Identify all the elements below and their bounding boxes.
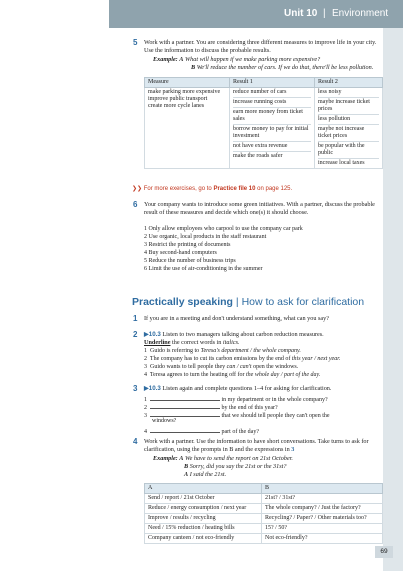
exercise-5-instructions: Work with a partner. You are considering three different measures to improve life in your city. Use the information to discuss the probable results. [144, 39, 377, 54]
exercise-3-number: 3 [133, 384, 138, 393]
page-header [109, 0, 403, 28]
measures-table [144, 77, 383, 169]
table-header: Result 2 [315, 78, 383, 88]
exercise-3-item: 1 in my department or in the whole company? [144, 394, 328, 405]
exercise-1-text: If you are in a meeting and don't understand something, what can you say? [144, 315, 329, 322]
page-number: 69 [375, 546, 393, 558]
answer-blank[interactable] [150, 402, 220, 409]
exercise-4-instructions: Work with a partner. Use the information to have short conversations. Take turns to ask for clarification, using the prompts in B and the expressions in 3 [144, 438, 369, 453]
exercise-3-item: 2 by the end of this year? [144, 402, 278, 413]
exercise-1-number: 1 [133, 314, 138, 323]
exercise-6-item: 6 Limit the use of air-conditioning in the summer [144, 266, 263, 272]
exercise-5-example-b: B We'll reduce the number of cars. If we do that, there'll be less pollution. [191, 64, 374, 71]
exercise-4-example-a2: A I said the 21st. [184, 471, 227, 478]
exercise-2-item: 1 Guido is referring to Teresa's department / the whole company. [144, 348, 301, 354]
exercise-3-continuation: windows? [152, 418, 177, 424]
exercise-3-item: 4 part of the day? [144, 426, 259, 437]
practice-file-link[interactable]: Practice file 10 [213, 186, 256, 192]
practice-file-note: ❯❯ For more exercises, go to Practice file 10 on page 125. [132, 186, 293, 192]
exercise-2-instructions: ▶10.3 Listen to two managers talking about carbon reduction measures. Underline the correct words in italics. [144, 331, 324, 346]
right-margin-band [383, 0, 403, 571]
table-header: B [262, 484, 383, 494]
exercise-3-item: 3 that we should tell people they can't open the [144, 410, 330, 421]
exercise-6-item: 2 Use organic, local products in the staff restaurant [144, 234, 267, 240]
exercise-4-number: 4 [133, 437, 138, 446]
section-title: Practically speaking | How to ask for clarification [132, 296, 365, 308]
table-row: Improve / results / recycling Recycling? / Paper? / Other materials too? [145, 514, 383, 524]
exercise-4-example: Example: A We have to send the report on 21st October. [153, 455, 293, 462]
exercise-4-example-b: B Sorry, did you say the 21st or the 31st? [184, 463, 287, 470]
exercise-5-number: 5 [133, 38, 138, 47]
exercise-2-item: 4 Teresa agrees to turn the heating off for the whole day / part of the day. [144, 372, 321, 378]
table-row: Reduce / energy consumption / next year The whole company? / Just the factory? [145, 504, 383, 514]
exercise-6-number: 6 [133, 200, 138, 209]
exercise-5-example: Example: A What will happen if we make parking more expensive? [153, 56, 321, 63]
exercise-6-item: 1 Only allow employees who carpool to use the company car park [144, 226, 303, 232]
result2-column: less noisy maybe increase ticket prices less pollution maybe not increase ticket prices be popular with the public increase local taxes [315, 88, 383, 169]
table-header: Measure [145, 78, 230, 88]
table-row: Need / 15% reduction / heating bills 15? / 50? [145, 524, 383, 534]
exercise-6-item: 3 Restrict the printing of documents [144, 242, 231, 248]
answer-blank[interactable] [150, 410, 220, 417]
table-header: Result 1 [230, 78, 315, 88]
exercise-6-instructions: Your company wants to introduce some green initiatives. With a partner, discuss the probable result of these measures and decide which one(s) it should choose. [144, 201, 375, 216]
audio-track-icon[interactable]: ▶10.3 [144, 385, 161, 392]
answer-blank[interactable] [150, 394, 220, 401]
table-row: Company canteen / not eco-friendly Not eco-friendly? [145, 534, 383, 544]
exercise-2-number: 2 [133, 330, 138, 339]
clarification-table [144, 483, 383, 544]
measures-column: make parking more expensive improve public transport create more cycle lanes [145, 88, 230, 169]
exercise-6-item: 5 Reduce the number of business trips [144, 258, 236, 264]
exercise-2-item: 2 The company has to cut its carbon emissions by the end of this year / next year. [144, 356, 341, 362]
header-separator: | [323, 8, 326, 19]
audio-track-icon[interactable]: ▶10.3 [144, 331, 161, 338]
double-chevron-icon: ❯❯ [132, 186, 143, 192]
exercise-3-instructions: ▶10.3 Listen again and complete questions 1–4 for asking for clarification. [144, 385, 332, 392]
exercise-6-item: 4 Buy second-hand computers [144, 250, 217, 256]
table-row: Send / report / 21st October 21st? / 31st? [145, 494, 383, 504]
unit-topic: Environment [332, 8, 389, 19]
result1-column: reduce number of cars increase running costs earn more money from ticket sales borrow money to pay for initial investment not have extra revenue make the roads safer [230, 88, 315, 169]
answer-blank[interactable] [150, 426, 220, 433]
table-header: A [145, 484, 262, 494]
unit-label: Unit 10 [284, 8, 318, 19]
exercise-2-item: 3 Guido wants to tell people they can / can't open the windows. [144, 364, 299, 370]
